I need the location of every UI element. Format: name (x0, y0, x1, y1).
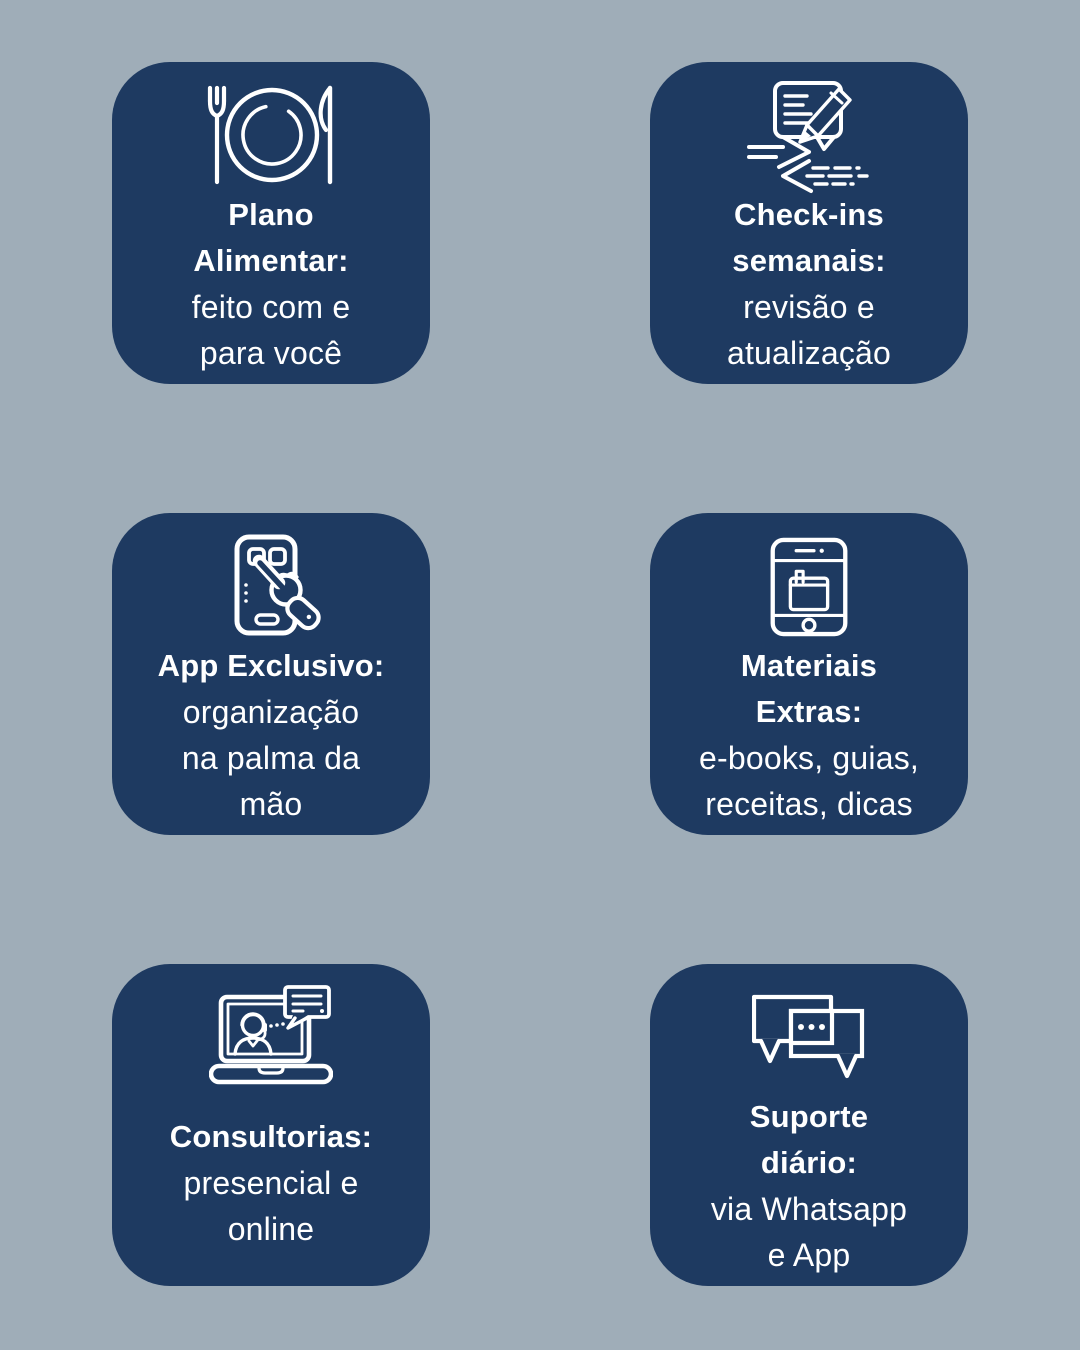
feature-card-plano-alimentar (112, 62, 430, 384)
card-title-line: semanais: (732, 243, 886, 278)
plate-cutlery-icon (196, 80, 346, 192)
phone-tap-icon (211, 531, 331, 643)
card-body-line: receitas, dicas (705, 786, 913, 822)
card-title-line: Extras: (755, 694, 863, 729)
card-title-line: diário: (760, 1145, 858, 1180)
card-title-line: Suporte (749, 1099, 869, 1134)
card-title-line: App Exclusivo: (157, 648, 385, 683)
card-title-line: Materiais (740, 648, 878, 683)
card-body-line: atualização (726, 335, 892, 371)
card-title-line: Check-ins (734, 197, 884, 232)
feature-card-suporte-diario (650, 964, 968, 1286)
card-text (650, 643, 968, 841)
card-body-line: e App (767, 1237, 851, 1273)
card-text (112, 643, 430, 841)
card-text (650, 1094, 968, 1292)
chat-edit-arrows-icon (747, 80, 871, 192)
card-text (112, 1094, 430, 1286)
card-text (650, 192, 968, 390)
card-body-line: e-books, guias, (698, 740, 919, 776)
card-title-line: Consultorias: (169, 1119, 373, 1154)
card-body-line: revisão e (743, 289, 875, 325)
chat-bubbles-icon (752, 982, 866, 1094)
card-body-line: online (227, 1211, 315, 1247)
laptop-video-call-icon (209, 982, 333, 1094)
feature-card-materiais-extras (650, 513, 968, 835)
feature-card-consultorias (112, 964, 430, 1286)
phone-ebook-icon (768, 531, 850, 643)
card-body-line: presencial e (183, 1165, 359, 1201)
card-title-line: Alimentar: (193, 243, 349, 278)
card-body-line: na palma da (181, 740, 361, 776)
card-body-line: para você (199, 335, 343, 371)
card-title-line: Plano (228, 197, 314, 232)
card-body-line: organização (182, 694, 360, 730)
feature-card-app-exclusivo (112, 513, 430, 835)
card-body-line: mão (239, 786, 303, 822)
feature-card-check-ins (650, 62, 968, 384)
card-body-line: via Whatsapp (710, 1191, 908, 1227)
card-text (112, 192, 430, 390)
card-body-line: feito com e (191, 289, 351, 325)
